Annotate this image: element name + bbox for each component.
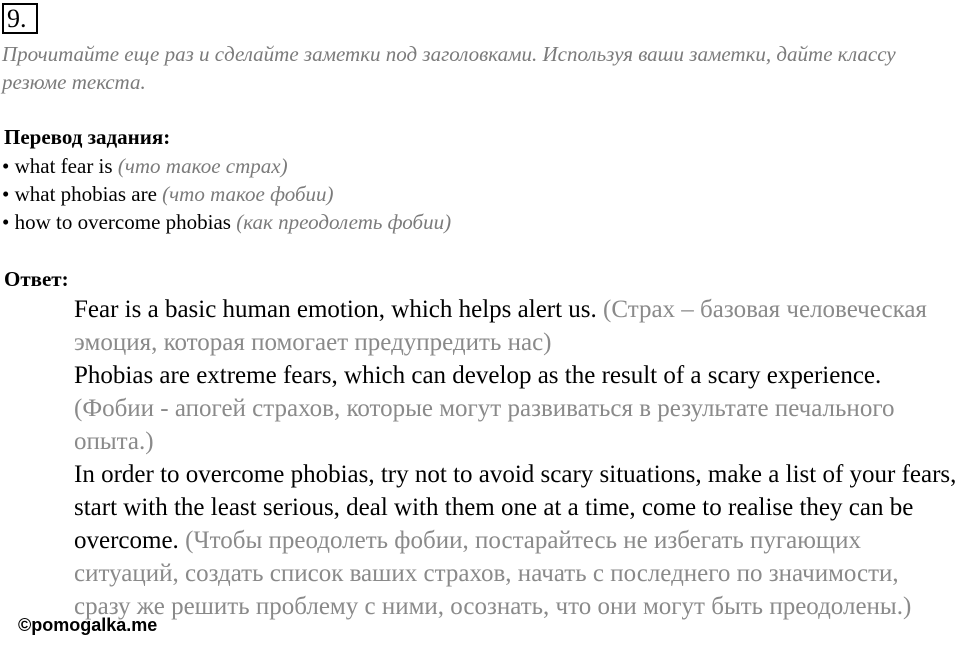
translation-item-ru: (что такое страх)	[117, 154, 288, 178]
translation-item	[2, 152, 451, 180]
bullet-prefix: •	[2, 210, 15, 234]
translation-item-ru: (что такое фобии)	[162, 182, 334, 206]
answer-en: In order to overcome phobias, try not to avoid scary situations, make a list of your fears, start with the least serious, deal with them one at a time, come to realise they can be overcome.	[74, 461, 957, 554]
bullet-prefix: •	[2, 154, 15, 178]
answer-ru: (Страх – базовая человеческая эмоция, которая помогает предупредить нас)	[74, 296, 927, 356]
answer-ru: (Чтобы преодолеть фобии, постарайтесь не избегать пугающих ситуаций, создать список ваших страхов, начать с последнего по значимости, сразу же решить проблему с ними, осознать, что они могут быть преодолены.)	[74, 527, 912, 620]
answer-ru: (Фобии - апогей страхов, которые могут развиваться в результате печального опыта.)	[74, 395, 895, 455]
bullet-prefix: •	[2, 182, 15, 206]
translation-item	[2, 180, 451, 208]
translation-item	[2, 208, 451, 236]
answer-paragraph	[74, 293, 960, 359]
translation-item-en: what fear is	[14, 154, 113, 178]
translation-item-ru: (как преодолеть фобии)	[236, 210, 452, 234]
answer-heading: Ответ:	[4, 267, 69, 291]
answer-paragraph	[74, 359, 960, 458]
translation-list	[2, 152, 451, 236]
translation-item-en: what phobias are	[14, 182, 157, 206]
answer-body	[74, 293, 960, 623]
site-watermark: ©pomogalka.me	[18, 615, 158, 635]
translation-heading: Перевод задания:	[4, 125, 171, 149]
answer-en: Phobias are extreme fears, which can develop as the result of a scary experience.	[74, 362, 882, 389]
exercise-number: 9.	[2, 3, 38, 34]
translation-item-en: how to overcome phobias	[14, 210, 231, 234]
answer-paragraph	[74, 458, 960, 623]
answer-en: Fear is a basic human emotion, which helps alert us.	[74, 296, 597, 323]
task-instruction: Прочитайте еще раз и сделайте заметки под заголовками. Используя ваши заметки, дайте классу резюме текста.	[2, 42, 896, 94]
